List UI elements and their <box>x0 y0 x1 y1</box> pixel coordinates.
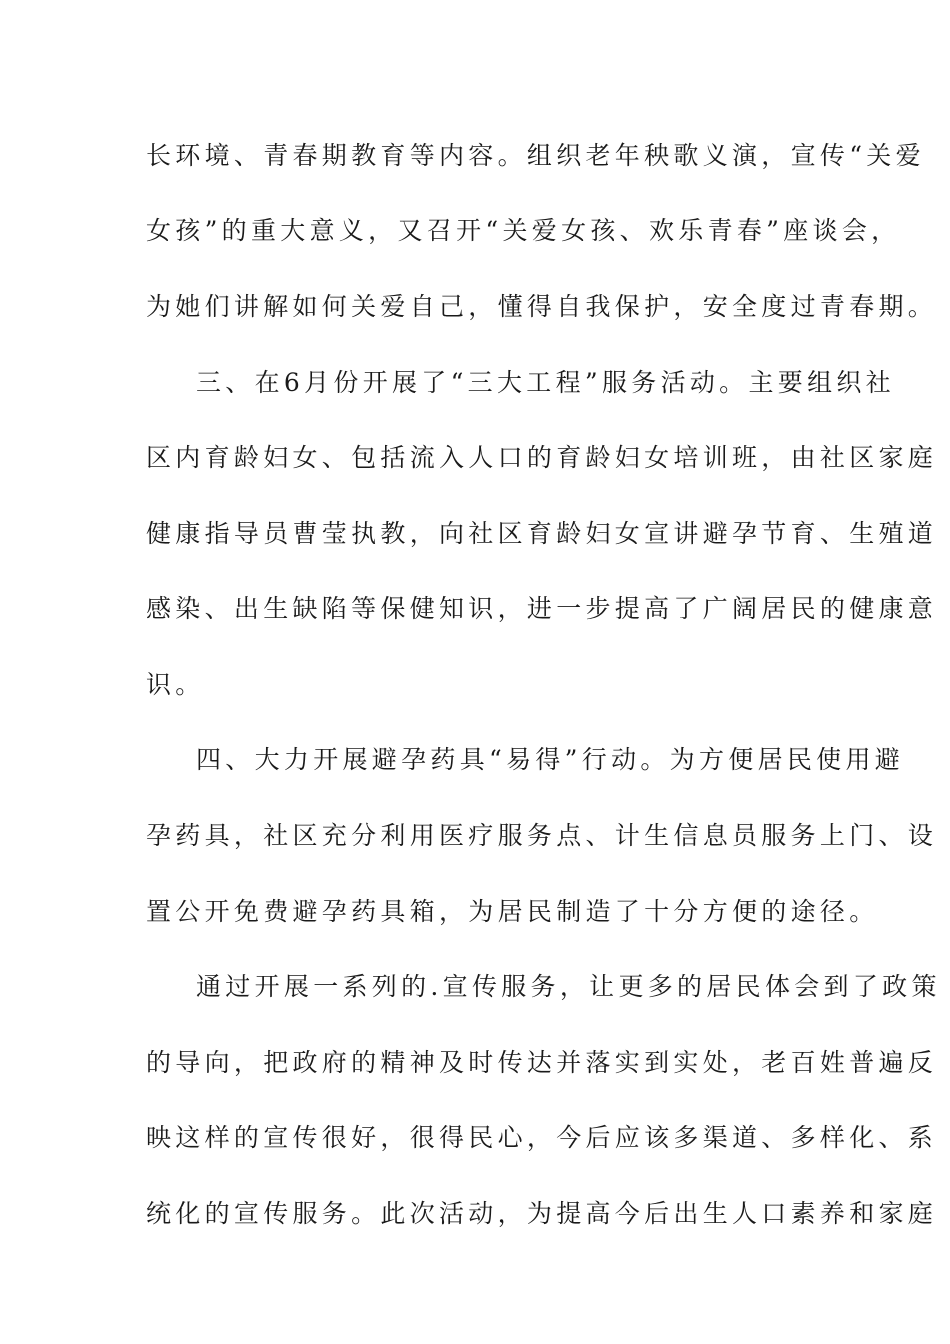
text-line: 映这样的宣传很好，很得民心，今后应该多渠道、多样化、系 <box>146 1123 938 1152</box>
text-line: 健康指导员曹莹执教，向社区育龄妇女宣讲避孕节育、生殖道 <box>146 519 938 548</box>
text-line: 女孩”的重大意义，又召开“关爱女孩、欢乐青春”座谈会， <box>146 216 901 245</box>
paragraph-start-line: 通过开展一系列的.宣传服务，让更多的居民体会到了政策 <box>196 972 941 1001</box>
text-line: 区内育龄妇女、包括流入人口的育龄妇女培训班，由社区家庭 <box>146 443 938 472</box>
paragraph-start-line: 四、大力开展避孕药具“易得”行动。为方便居民使用避 <box>196 745 905 774</box>
text-line: 统化的宣传服务。此次活动，为提高今后出生人口素养和家庭 <box>146 1199 938 1228</box>
text-line: 孕药具，社区充分利用医疗服务点、计生信息员服务上门、设 <box>146 821 938 850</box>
text-line: 感染、出生缺陷等保健知识，进一步提高了广阔居民的健康意 <box>146 594 938 623</box>
paragraph-start-line: 三、在6月份开展了“三大工程”服务活动。主要组织社 <box>196 368 895 397</box>
text-line: 为她们讲解如何关爱自己，懂得自我保护，安全度过青春期。 <box>146 292 938 321</box>
text-line: 识。 <box>146 670 205 699</box>
text-line: 的导向，把政府的精神及时传达并落实到实处，老百姓普遍反 <box>146 1048 938 1077</box>
text-line: 长环境、青春期教育等内容。组织老年秧歌义演，宣传“关爱 <box>146 141 925 170</box>
text-line: 置公开免费避孕药具箱，为居民制造了十分方便的途径。 <box>146 897 879 926</box>
